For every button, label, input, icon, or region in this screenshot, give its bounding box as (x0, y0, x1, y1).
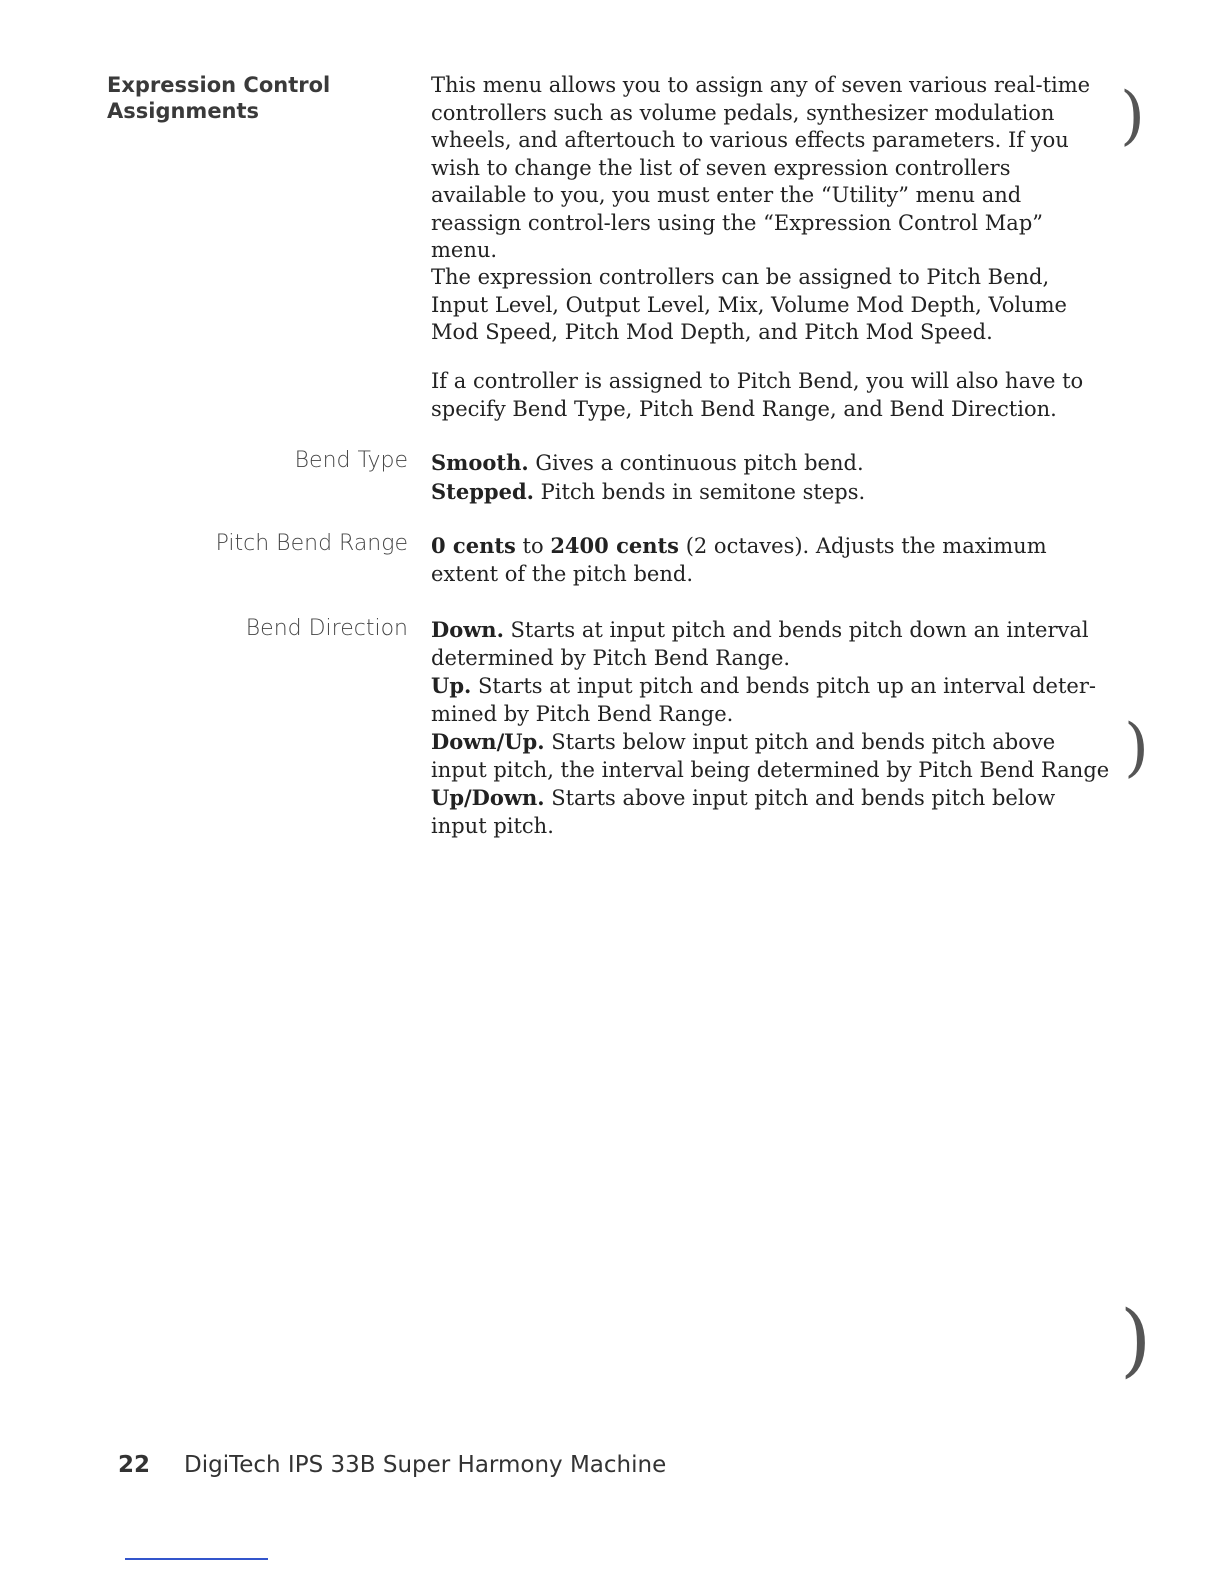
bend-direction-up-down (431, 784, 1111, 840)
desc-up: Starts at input pitch and bends pitch up an interval deter-mined by Pitch Bend Range. (431, 674, 1096, 726)
binding-bracket-mark: ) (1124, 711, 1149, 785)
binding-bracket-mark: ) (1120, 79, 1145, 153)
pitch-bend-range-definition (431, 532, 1111, 588)
bend-direction-up (431, 672, 1111, 728)
pitch-bend-range-label: Pitch Bend Range (215, 531, 408, 556)
section-heading-line2: Assignments (107, 99, 260, 123)
bend-direction-definitions (431, 616, 1111, 840)
bend-direction-down-up (431, 728, 1111, 784)
bend-direction-down (431, 616, 1111, 672)
bottom-rule (125, 1558, 268, 1560)
range-desc: (2 octaves). Adjusts the maximum extent of the pitch bend. (431, 534, 1047, 586)
section-heading-line1: Expression Control (107, 73, 331, 97)
pitch-bend-paragraph: If a controller is assigned to Pitch Bend, you will also have to specify Bend Type, Pitch Bend Range, and Bend Direction. (431, 369, 1084, 421)
term-up: Up. (431, 673, 472, 698)
page-footer (118, 1452, 666, 1478)
desc-stepped: Pitch bends in semitone steps. (533, 479, 866, 504)
range-to: to (515, 534, 551, 558)
bend-type-label: Bend Type (294, 448, 408, 473)
section-heading (107, 72, 407, 124)
range-min: 0 cents (431, 533, 516, 558)
bend-type-smooth (431, 449, 1111, 478)
bend-direction-label: Bend Direction (245, 616, 408, 641)
intro-paragraph: This menu allows you to assign any of seven various real-time controllers such as volume pedals, synthesizer modulation wheels, and aftertouch to various effects parameters. If you wish to change the list of seven expression controllers available to you, you must enter the “Utility” menu and reassign control-lers using the “Expression Control Map” menu. (431, 73, 1091, 262)
desc-down-up: Starts below input pitch and bends pitch above input pitch, the interval being determined by Pitch Bend Range (431, 730, 1110, 782)
term-down: Down. (431, 617, 504, 642)
footer-title: DigiTech IPS 33B Super Harmony Machine (184, 1452, 667, 1478)
bend-type-stepped (431, 478, 1111, 507)
bend-type-definitions (431, 449, 1111, 506)
term-up-down: Up/Down. (431, 785, 545, 810)
page-number: 22 (118, 1452, 151, 1478)
range-max: 2400 cents (550, 533, 680, 558)
term-down-up: Down/Up. (431, 729, 545, 754)
desc-up-down: Starts above input pitch and bends pitch below input pitch. (431, 786, 1056, 838)
controllers-paragraph: The expression controllers can be assigned to Pitch Bend, Input Level, Output Level, Mix, Volume Mod Depth, Volume Mod Speed, Pitch Mod Depth, and Pitch Mod Speed. (431, 265, 1067, 344)
binding-bracket-mark: ) (1120, 1293, 1152, 1386)
term-stepped: Stepped. (431, 478, 534, 504)
term-smooth: Smooth. (431, 450, 529, 475)
desc-down: Starts at input pitch and bends pitch down an interval determined by Pitch Bend Range. (431, 618, 1089, 670)
desc-smooth: Gives a continuous pitch bend. (528, 451, 864, 475)
